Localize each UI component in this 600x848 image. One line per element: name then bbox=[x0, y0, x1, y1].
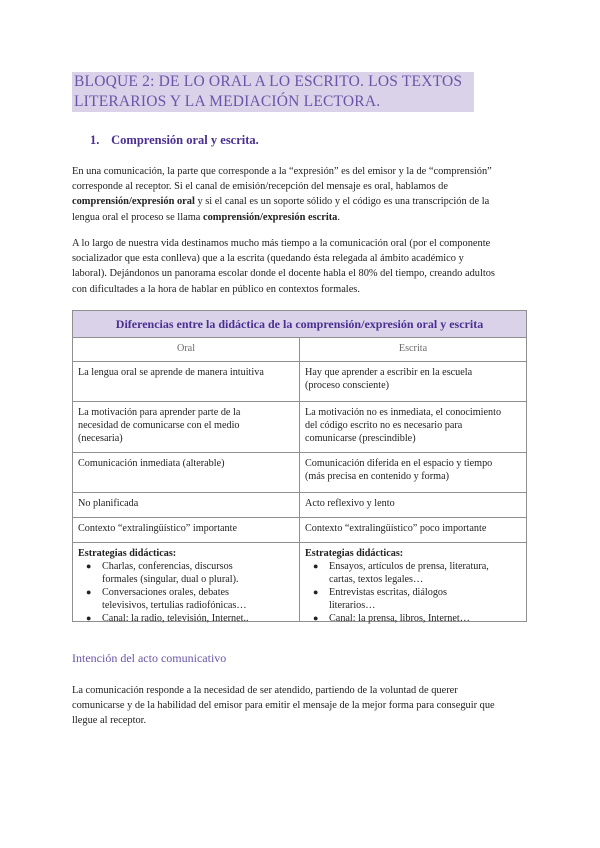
table-cell-escrita bbox=[299, 492, 527, 518]
paragraph-line: comunicarse y de la habilidad del emisor para emitir el mensaje de la mejor forma para conseguir que bbox=[72, 700, 495, 712]
bullet-icon: ● bbox=[313, 613, 319, 623]
bold-term: comprensión/expresión escrita bbox=[202, 211, 338, 223]
table-cell-escrita bbox=[299, 401, 527, 453]
cell-line: Contexto “extralingüístico” poco importante bbox=[305, 523, 487, 534]
list-item bbox=[78, 612, 294, 625]
table-cell-oral bbox=[72, 452, 300, 493]
table-cell-oral bbox=[72, 401, 300, 453]
block-title bbox=[72, 72, 474, 112]
column-header-escrita: Escrita bbox=[299, 337, 527, 362]
cell-line: Contexto “extralingüístico” importante bbox=[78, 523, 237, 534]
cell-line: comunicarse (prescindible) bbox=[305, 433, 416, 444]
cell-line: No planificada bbox=[78, 498, 139, 509]
bullet-icon: ● bbox=[313, 561, 319, 571]
list-item-line: cartas, textos legales… bbox=[329, 574, 424, 585]
paragraph-line: socializador que esta conlleva) que a la escrita (quedando ésta relegada al ámbito académico y bbox=[72, 253, 464, 265]
section-heading bbox=[90, 133, 259, 148]
column-header-oral: Oral bbox=[72, 337, 300, 362]
cell-line: Comunicación diferida en el espacio y tiempo bbox=[305, 458, 493, 469]
bold-term: comprensión/expresión oral bbox=[72, 196, 195, 208]
paragraph-text: . bbox=[337, 211, 340, 223]
section-number: 1. bbox=[90, 133, 100, 147]
strategies-list-escrita bbox=[305, 560, 521, 625]
strategies-label: Estrategias didácticas: bbox=[305, 548, 404, 559]
list-item-line: televisivos, tertulias radiofónicas… bbox=[102, 600, 247, 611]
cell-line: necesidad de comunicarse con el medio bbox=[78, 420, 240, 431]
paragraph-intention bbox=[72, 683, 528, 729]
cell-line: Hay que aprender a escribir en la escuela bbox=[305, 367, 473, 378]
paragraph-line: con dificultades a la hora de hablar en público en contextos formales. bbox=[72, 283, 360, 295]
block-title-line: BLOQUE 2: DE LO ORAL A LO ESCRITO. LOS TEXTOS bbox=[74, 73, 463, 90]
cell-line: (proceso consciente) bbox=[305, 380, 390, 391]
cell-line: La lengua oral se aprende de manera intuitiva bbox=[78, 367, 264, 378]
paragraph-intro bbox=[72, 164, 528, 225]
paragraph-text: y si el canal es un soporte sólido y el código es una transcripción de la bbox=[194, 196, 490, 208]
list-item bbox=[305, 586, 521, 612]
list-item bbox=[78, 560, 294, 586]
paragraph-line: corresponde al receptor. Si el canal de emisión/recepción del mensaje es oral, hablamos de bbox=[72, 181, 448, 193]
paragraph-line: En una comunicación, la parte que corresponde a la “expresión” es del emisor y la de “comprensión” bbox=[72, 166, 492, 177]
cell-line: La motivación no es inmediata, el conocimiento bbox=[305, 407, 502, 418]
list-item bbox=[78, 586, 294, 612]
list-item-line: Ensayos, artículos de prensa, literatura, bbox=[329, 561, 489, 572]
paragraph-line: A lo largo de nuestra vida destinamos mucho más tiempo a la comunicación oral (por el componente bbox=[72, 238, 491, 249]
block-title-line: LITERARIOS Y LA MEDIACIÓN LECTORA. bbox=[74, 93, 381, 110]
paragraph-line bbox=[72, 210, 528, 225]
table-cell-escrita bbox=[299, 517, 527, 543]
paragraph-time bbox=[72, 236, 528, 297]
cell-line: (necesaria) bbox=[78, 433, 123, 444]
bullet-icon: ● bbox=[86, 587, 92, 597]
cell-line: Comunicación inmediata (alterable) bbox=[78, 458, 225, 469]
list-item-line: formales (singular, dual o plural). bbox=[102, 574, 239, 585]
paragraph-line: La comunicación responde a la necesidad de ser atendido, partiendo de la voluntad de querer bbox=[72, 685, 458, 696]
bullet-icon: ● bbox=[313, 587, 319, 597]
paragraph-line bbox=[72, 194, 528, 209]
list-item-line: Entrevistas escritas, diálogos bbox=[329, 587, 447, 598]
table-cell-oral bbox=[72, 361, 300, 402]
strategies-cell-escrita bbox=[299, 542, 527, 622]
cell-line: del código escrito no es necesario para bbox=[305, 420, 463, 431]
list-item bbox=[305, 560, 521, 586]
paragraph-text: lengua oral el proceso se llama bbox=[72, 211, 203, 223]
cell-line: Acto reflexivo y lento bbox=[305, 498, 395, 509]
paragraph-line: llegue al receptor. bbox=[72, 715, 147, 727]
table-cell-oral bbox=[72, 517, 300, 543]
bullet-icon: ● bbox=[86, 613, 92, 623]
list-item-line: Charlas, conferencias, discursos bbox=[102, 561, 233, 572]
strategies-cell-oral bbox=[72, 542, 300, 622]
cell-line: La motivación para aprender parte de la bbox=[78, 407, 241, 418]
bullet-icon: ● bbox=[86, 561, 92, 571]
list-item-line: Canal: la prensa, libros, Internet… bbox=[329, 613, 470, 624]
cell-line: (más precisa en contenido y forma) bbox=[305, 471, 449, 482]
paragraph-line: laboral). Dejándonos un panorama escolar donde el docente habla el 80% del tiempo, creando adultos bbox=[72, 268, 495, 280]
list-item bbox=[305, 612, 521, 625]
comparison-table bbox=[72, 310, 527, 622]
table-title: Diferencias entre la didáctica de la comprensión/expresión oral y escrita bbox=[72, 310, 527, 338]
section-heading-text: Comprensión oral y escrita. bbox=[111, 133, 259, 147]
list-item-line: Conversaciones orales, debates bbox=[102, 587, 230, 598]
list-item-line: Canal: la radio, televisión, Internet.. bbox=[102, 613, 249, 624]
strategies-list-oral bbox=[78, 560, 294, 625]
subsection-heading: Intención del acto comunicativo bbox=[72, 651, 227, 665]
table-cell-escrita bbox=[299, 452, 527, 493]
strategies-label: Estrategias didácticas: bbox=[78, 548, 177, 559]
table-cell-oral bbox=[72, 492, 300, 518]
list-item-line: literarios… bbox=[329, 600, 376, 611]
table-cell-escrita bbox=[299, 361, 527, 402]
